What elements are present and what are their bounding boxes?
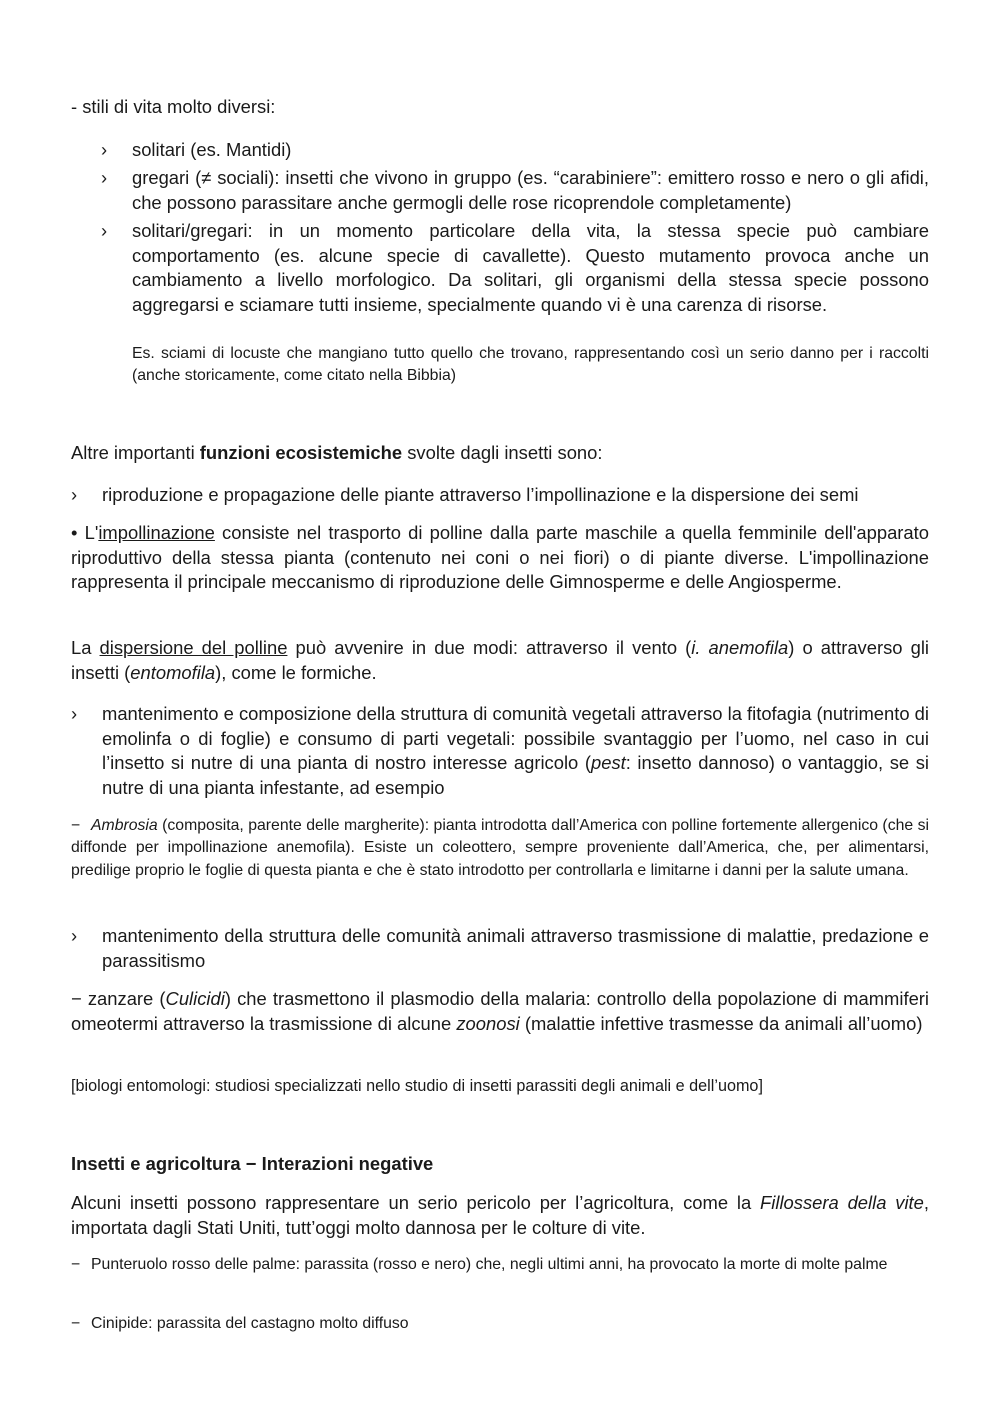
locust-example: Es. sciami di locuste che mangiano tutto quello che trovano, rappresentando così un serio danno per i raccolti (anche storicamente, come citato nella Bibbia) (132, 345, 929, 385)
lifestyle-item-gregarious (101, 166, 929, 215)
lifestyles-intro: - stili di vita molto diversi: (71, 96, 276, 117)
list-item-text: mantenimento della struttura delle comunità animali attraverso trasmissione di malattie, predazione e parassitismo (102, 925, 929, 971)
functions-term: funzioni ecosistemiche (199, 442, 403, 463)
list-item-text: gregari (≠ sociali): insetti che vivono in gruppo (es. “carabiniere”: emittero rosso e nero o gli afidi, che possono parassitare anche germogli delle rose ricoprendole completamente) (132, 167, 929, 213)
bullet-chevron-icon: › (71, 925, 78, 946)
lifestyle-item-solitary (101, 138, 929, 163)
agriculture-item-palm-weevil: − Punteruolo rosso delle palme: parassita (rosso e nero) che, negli ultimi anni, ha provocato la morte di molte palme (71, 1256, 888, 1273)
mosquito-paragraph: − zanzare (Culicidi) che trasmettono il plasmodio della malaria: controllo della popolazione di mammiferi omeotermi attraverso la trasmissione di alcune zoonosi (malattie infettive trasmesse da animali all’uomo) (71, 988, 930, 1034)
list-item-text: riproduzione e propagazione delle piante attraverso l’impollinazione e la dispersione dei semi (102, 484, 859, 505)
functions-intro: Altre importanti funzioni ecosistemiche svolte dagli insetti sono: (71, 442, 603, 463)
bullet-chevron-icon: › (101, 220, 108, 241)
list-item-text: mantenimento e composizione della struttura di comunità vegetali attraverso la fitofagia (nutrimento di emolinfa o di foglie) e consumo di parti vegetali: possibile svantaggio per l’uomo, nel caso in cui l’insetto si nutre di una pianta di nostro interesse agricolo (pest: insetto dannoso) o vantaggio, se si nutre di una pianta infestante, ad esempio (102, 703, 929, 798)
lifestyle-item-solitary-gregarious (101, 219, 929, 317)
agriculture-intro: Alcuni insetti possono rappresentare un serio pericolo per l’agricoltura, come la Fillossera della vite, importata dagli Stati Uniti, tutt’oggi molto dannosa per le colture di vite. (71, 1192, 929, 1238)
bullet-chevron-icon: › (101, 139, 108, 160)
list-item-text: solitari (es. Mantidi) (132, 139, 292, 160)
list-item-text: solitari/gregari: in un momento particolare della vita, la stessa specie può cambiare comportamento (es. alcune specie di cavallette). Questo mutamento provoca anche un cambiamento a livello morfologico. Da solitari, gli organismi della stessa specie possono aggregarsi e sciamare tutti insieme, specialmente quando vi è una carenza di risorse. (132, 220, 929, 315)
function-bullet-pollination (71, 483, 929, 508)
bullet-chevron-icon: › (101, 167, 108, 188)
entomologists-note: [biologi entomologi: studiosi specializzati nello studio di insetti parassiti degli animali e dell’uomo] (71, 1077, 763, 1095)
bullet-chevron-icon: › (71, 484, 78, 505)
agriculture-item-cynipid: − Cinipide: parassita del castagno molto diffuso (71, 1315, 409, 1332)
function-bullet-phytophagy (71, 702, 929, 800)
section-heading: Insetti e agricoltura − Interazioni negative (71, 1153, 434, 1174)
pollination-paragraph: • L'impollinazione consiste nel trasporto di polline dalla parte maschile a quella femminile dell'apparato riproduttivo della stessa pianta (contenuto nei coni o nei fiori) o di piante diverse. L'impollinazione rappresenta il principale meccanismo di riproduzione delle Gimnosperme e delle Angiosperme. (71, 522, 929, 593)
ambrosia-paragraph: − Ambrosia (composita, parente delle margherite): pianta introdotta dall’America con polline fortemente allergenico (che si diffonde per impollinazione anemofila). Esiste un coleottero, sempre proveniente dall’America, che, per alimentarsi, predilige proprio le foglie di questa pianta e che è stato introdotto per controllarla e limitarne i danni per la salute umana. (71, 817, 929, 879)
dispersal-paragraph: La dispersione del polline può avvenire in due modi: attraverso il vento (i. anemofila) o attraverso gli insetti (entomofila), come le formiche. (71, 637, 929, 683)
bullet-chevron-icon: › (71, 703, 78, 724)
function-bullet-animal-communities (71, 924, 929, 973)
